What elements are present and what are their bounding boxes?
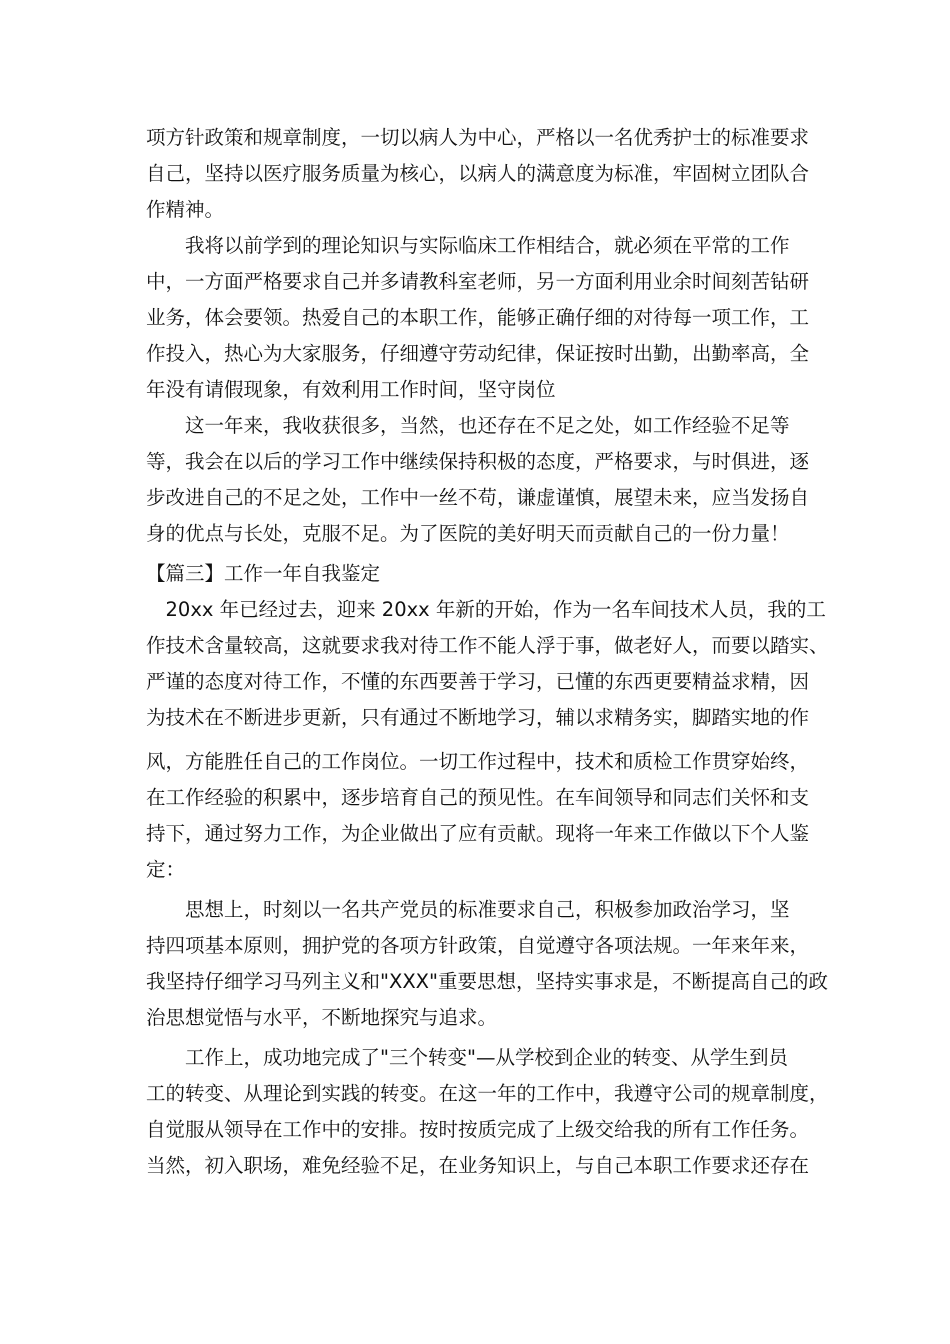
text-line: 这一年来，我收获很多，当然，也还存在不足之处，如工作经验不足等: [146, 414, 790, 437]
text-line: 风，方能胜任自己的工作岗位。一切工作过程中，技术和质检工作贯穿始终，: [146, 750, 810, 773]
text-line: 步改进自己的不足之处，工作中一丝不苟，谦虚谨慎，展望未来，应当发扬自: [146, 486, 810, 509]
text-line: 等，我会在以后的学习工作中继续保持积极的态度，严格要求，与时俱进，逐: [146, 450, 810, 473]
text-line: 在工作经验的积累中，逐步培育自己的预见性。在车间领导和同志们关怀和支: [146, 786, 810, 809]
text-line: 当然，初入职场，难免经验不足，在业务知识上，与自己本职工作要求还存在: [146, 1154, 810, 1177]
text-line: 自觉服从领导在工作中的安排。按时按质完成了上级交给我的所有工作任务。: [146, 1118, 810, 1141]
text-line: 自己，坚持以医疗服务质量为核心，以病人的满意度为标准，牢固树立团队合: [146, 162, 810, 185]
text-line: 持四项基本原则，拥护党的各项方针政策，自觉遵守各项法规。一年来年来，: [146, 934, 810, 957]
text-line: 工作上，成功地完成了"三个转变"—从学校到企业的转变、从学生到员: [146, 1046, 788, 1069]
text-line: 我坚持仔细学习马列主义和"XXX"重要思想，坚持实事求是，不断提高自己的政: [146, 970, 829, 993]
text-line: 作精神。: [146, 198, 225, 221]
text-line: 工的转变、从理论到实践的转变。在这一年的工作中，我遵守公司的规章制度，: [146, 1082, 829, 1105]
text-line: 持下，通过努力工作，为企业做出了应有贡献。现将一年来工作做以下个人鉴: [146, 822, 810, 845]
text-line: 业务，体会要领。热爱自己的本职工作，能够正确仔细的对待每一项工作，工: [146, 306, 810, 329]
text-line: 为技术在不断进步更新，只有通过不断地学习，辅以求精务实，脚踏实地的作: [146, 706, 810, 729]
text-line: 治思想觉悟与水平，不断地探究与追求。: [146, 1006, 498, 1029]
text-line: 作技术含量较高，这就要求我对待工作不能人浮于事，做老好人，而要以踏实、: [146, 634, 829, 657]
text-line: 思想上，时刻以一名共产党员的标准要求自己，积极参加政治学习，坚: [146, 898, 790, 921]
text-line: 我将以前学到的理论知识与实际临床工作相结合，就必须在平常的工作: [146, 234, 790, 257]
text-line: 严谨的态度对待工作，不懂的东西要善于学习，已懂的东西更要精益求精，因: [146, 670, 810, 693]
text-line: 年没有请假现象，有效利用工作时间，坚守岗位: [146, 378, 556, 401]
text-line: 20xx 年已经过去，迎来 20xx 年新的开始，作为一名车间技术人员，我的工: [146, 598, 826, 621]
text-line: 作投入，热心为大家服务，仔细遵守劳动纪律，保证按时出勤，出勤率高，全: [146, 342, 810, 365]
text-line: 定：: [146, 858, 186, 881]
section-heading: 【篇三】工作一年自我鉴定: [146, 562, 381, 585]
text-line: 身的优点与长处，克服不足。为了医院的美好明天而贡献自己的一份力量！: [146, 522, 790, 545]
text-line: 项方针政策和规章制度，一切以病人为中心，严格以一名优秀护士的标准要求: [146, 126, 810, 149]
text-line: 中，一方面严格要求自己并多请教科室老师，另一方面利用业余时间刻苦钻研: [146, 270, 810, 293]
